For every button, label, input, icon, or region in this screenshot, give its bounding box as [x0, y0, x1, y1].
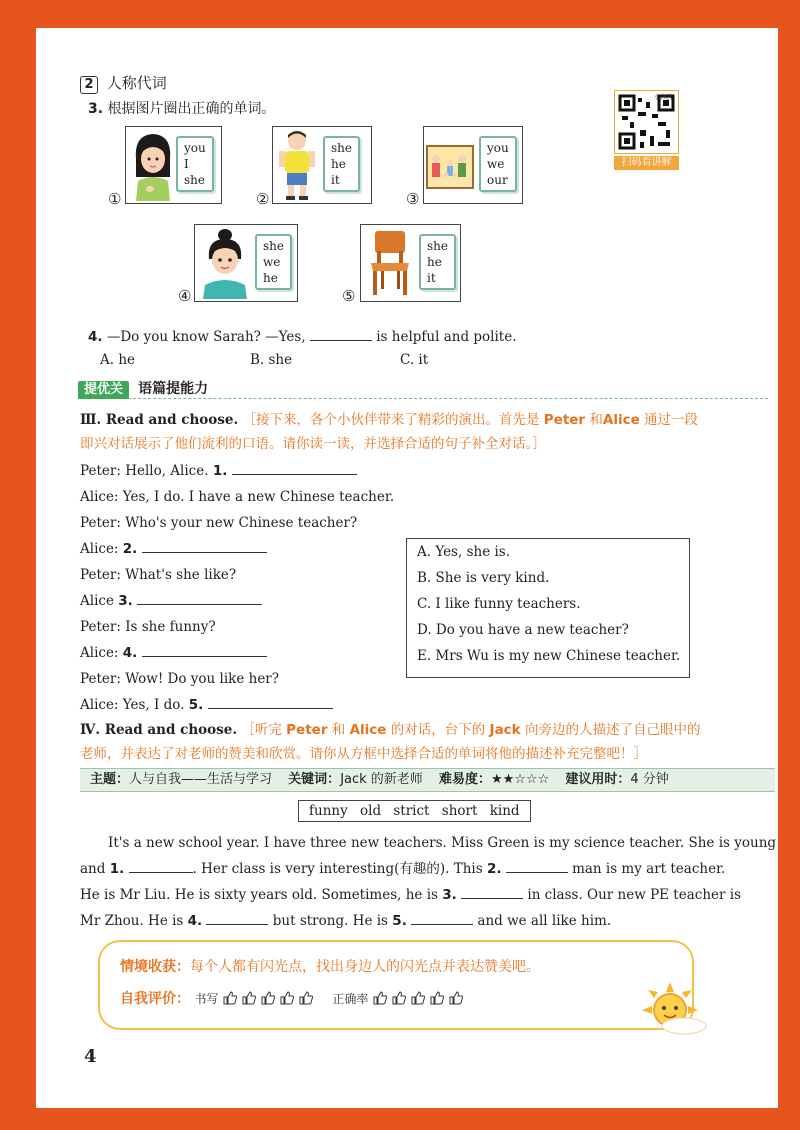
- word-option[interactable]: we: [487, 157, 505, 171]
- passage-blank-3[interactable]: [461, 884, 523, 899]
- thumbs-up-icon[interactable]: [242, 991, 257, 1005]
- section3-instruction: Ⅲ. Read and choose. ［接下来，各个小伙伴带来了精彩的演出。首先是 Peter 和Alice 通过一段 即兴对话展示了他们流利的口语。请你读一读，并选择合适的句子补全对话。］: [80, 412, 699, 452]
- passage-line: Mr Zhou. He is 4. but strong. He is 5. and we all like him.: [80, 908, 780, 934]
- woman-illustration: [197, 227, 253, 299]
- word-card-5: [419, 234, 456, 290]
- word-option[interactable]: she: [427, 239, 448, 253]
- dialogue-line: Peter: Who's your new Chinese teacher?: [80, 515, 358, 531]
- dialogue-line: Alice: 4.: [80, 640, 394, 666]
- page-number: 4: [84, 1046, 97, 1067]
- dialogue-line: Alice: 2.: [80, 536, 394, 562]
- word-option[interactable]: you: [184, 141, 206, 155]
- word-option[interactable]: he: [263, 271, 278, 285]
- dialogue-line: Alice: Yes, I do. I have a new Chinese teacher.: [80, 489, 395, 505]
- option-box: [406, 538, 690, 678]
- thumbs-up-icon[interactable]: [411, 991, 426, 1005]
- picture-5: [360, 224, 461, 302]
- word-card-3: [479, 136, 517, 192]
- dialogue-line: Alice 3.: [80, 588, 394, 614]
- word-option[interactable]: we: [263, 255, 281, 269]
- section-title: 人称代词: [106, 74, 167, 92]
- passage-blank-2[interactable]: [506, 858, 568, 873]
- picture-number: ④: [178, 287, 192, 305]
- word-option[interactable]: I: [184, 157, 189, 171]
- thumbs-up-icon[interactable]: [261, 991, 276, 1005]
- accuracy-rating[interactable]: [373, 991, 468, 1007]
- picture-2: [272, 126, 372, 204]
- summary-box: [98, 940, 694, 1030]
- picture-number: ①: [108, 190, 122, 208]
- worksheet-page: [36, 28, 778, 1108]
- option-a[interactable]: A. Yes, she is.: [417, 544, 511, 560]
- thumbs-up-icon[interactable]: [449, 991, 464, 1005]
- difficulty-stars: ★★☆☆☆: [490, 772, 550, 787]
- q4-answer-blank[interactable]: [310, 326, 372, 341]
- qr-caption: 扫码看讲解: [614, 156, 679, 170]
- picture-1: [125, 126, 222, 204]
- q4-option-b[interactable]: B. she: [250, 352, 293, 368]
- gain-line: 情境收获：每个人都有闪光点，找出身边人的闪光点并表达赞美吧。: [120, 959, 540, 975]
- eval-line: 自我评价： 书写 正确率: [120, 988, 468, 1008]
- word-option[interactable]: she: [184, 173, 205, 187]
- q4-option-c[interactable]: C. it: [400, 352, 429, 368]
- thumbs-up-icon[interactable]: [299, 991, 314, 1005]
- q3-prompt: 3. 根据图片圈出正确的单词。: [88, 101, 276, 117]
- dialogue-line: Peter: What's she like?: [80, 567, 237, 583]
- section4-instruction: Ⅳ. Read and choose. ［听完 Peter 和 Alice 的对话，台下的 Jack 向旁边的人描述了自己眼中的 老师，并表达了对老师的赞美和欣赏。请你从方框中选择合适的单词将他的描述补充完整吧！］: [80, 722, 701, 762]
- passage-blank-1[interactable]: [129, 858, 193, 873]
- word-option[interactable]: you: [487, 141, 509, 155]
- word-option[interactable]: she: [331, 141, 352, 155]
- option-c[interactable]: C. I like funny teachers.: [417, 596, 581, 612]
- thumbs-up-icon[interactable]: [430, 991, 445, 1005]
- passage-line: He is Mr Liu. He is sixty years old. Sometimes, he is 3. in class. Our new PE teacher is: [80, 882, 780, 908]
- section-header: [80, 72, 167, 94]
- boy-illustration: [277, 129, 317, 201]
- banner-title: 语篇提能力: [138, 381, 209, 397]
- dialogue-line: Peter: Hello, Alice. 1.: [80, 458, 394, 484]
- word-option[interactable]: he: [427, 255, 442, 269]
- picture-3: [423, 126, 523, 204]
- option-e[interactable]: E. Mrs Wu is my new Chinese teacher.: [417, 648, 681, 664]
- thumbs-up-icon[interactable]: [392, 991, 407, 1005]
- picture-number: ②: [256, 190, 270, 208]
- dialogue-line: Alice: Yes, I do. 5.: [80, 692, 394, 718]
- dialogue-blank-3[interactable]: [137, 590, 262, 605]
- word-card-1: [176, 136, 214, 192]
- word-option[interactable]: she: [263, 239, 284, 253]
- word-option[interactable]: he: [331, 157, 346, 171]
- dialogue-blank-4[interactable]: [142, 642, 267, 657]
- chair-illustration: [367, 229, 413, 297]
- section-banner: [78, 378, 768, 399]
- passage-line: and 1. . Her class is very interesting(有趣的). This 2. man is my art teacher.: [80, 856, 780, 882]
- picture-4: [194, 224, 298, 302]
- word-bank: funny old strict short kind: [298, 800, 531, 822]
- family-illustration: [426, 145, 474, 189]
- dialogue: [80, 458, 394, 718]
- picture-number: ③: [406, 190, 420, 208]
- option-d[interactable]: D. Do you have a new teacher?: [417, 622, 629, 638]
- dialogue-blank-1[interactable]: [232, 460, 357, 475]
- q4-question: 4. —Do you know Sarah? —Yes, is helpful and polite.: [88, 326, 517, 345]
- banner-tag: 提优关: [78, 381, 129, 399]
- dialogue-blank-2[interactable]: [142, 538, 267, 553]
- dialogue-line: Peter: Wow! Do you like her?: [80, 671, 280, 687]
- word-option[interactable]: it: [331, 173, 340, 187]
- dialogue-line: Peter: Is she funny?: [80, 619, 216, 635]
- passage-blank-4[interactable]: [206, 910, 268, 925]
- word-card-2: [323, 136, 360, 192]
- option-b[interactable]: B. She is very kind.: [417, 570, 550, 586]
- picture-number: ⑤: [342, 287, 356, 305]
- theme-bar: 主题：人与自我——生活与学习 关键词：Jack 的新老师 难易度：★★☆☆☆ 建议用时：4 分钟: [80, 768, 775, 792]
- passage-blank-5[interactable]: [411, 910, 473, 925]
- qr-code[interactable]: [614, 90, 679, 168]
- thumbs-up-icon[interactable]: [223, 991, 238, 1005]
- writing-rating[interactable]: [223, 991, 322, 1007]
- word-option[interactable]: it: [427, 271, 436, 285]
- sun-cloud-icon: [640, 980, 710, 1036]
- girl-illustration: [128, 129, 178, 201]
- word-card-4: [255, 234, 292, 290]
- dialogue-blank-5[interactable]: [208, 694, 333, 709]
- passage-line: It's a new school year. I have three new teachers. Miss Green is my science teacher. She is young: [108, 835, 777, 851]
- thumbs-up-icon[interactable]: [373, 991, 388, 1005]
- word-option[interactable]: our: [487, 173, 508, 187]
- section-number-badge: 2: [80, 76, 98, 94]
- q4-option-a[interactable]: A. he: [100, 352, 136, 368]
- passage: [80, 830, 780, 934]
- qr-brand: 小白鸥: [654, 94, 673, 101]
- thumbs-up-icon[interactable]: [280, 991, 295, 1005]
